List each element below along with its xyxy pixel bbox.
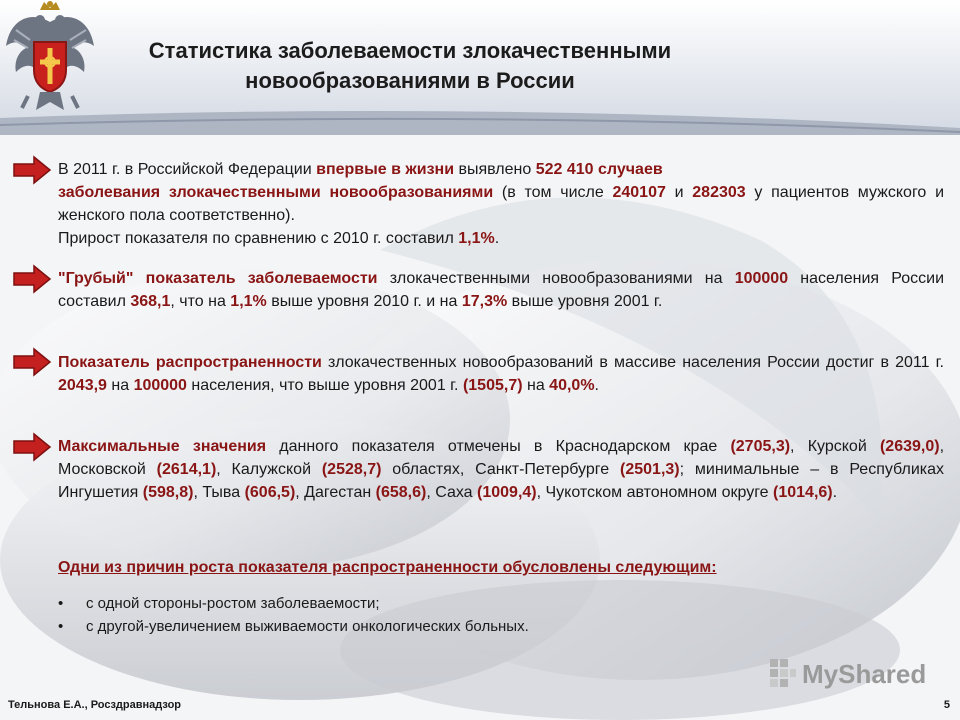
text-segment: областях, Санкт-Петербурге [381,461,621,478]
paragraph-regional-values [58,435,944,504]
title-line-1: Статистика заболеваемости злокачественными [148,38,672,63]
value-chukotka: (1014,6) [773,484,833,501]
red-arrow-icon [12,264,52,294]
highlight-male-count: 240107 [612,184,666,201]
page-number: 5 [943,699,950,711]
text-segment: злокачественных новообразований в массиве населения России достиг в 2011 г. [321,354,944,371]
text-segment: . [494,230,500,247]
highlight-crude-rate: "Грубый" показатель заболеваемости [58,270,378,287]
paragraph-prevalence [58,351,944,397]
text-segment: В 2011 г. в Российской Федерации [58,161,317,178]
text-segment: , Дагестан [295,484,376,501]
roszdravnadzor-emblem-icon [0,0,100,122]
reasons-list [58,592,938,638]
highlight-case-count: 522 410 случаев [535,161,663,178]
paragraph-incidence-2011 [58,158,944,250]
highlight-malignant-neoplasms: заболевания злокачественными новообразованиями [58,184,494,201]
highlight-per-100000: 100000 [133,377,187,394]
highlight-prevalence: Показатель распространенности [58,354,322,371]
list-item: • с одной стороны-ростом заболеваемости; [58,592,938,615]
text-segment: , Московской [58,438,945,478]
text-segment: данного показателя отмечены в Краснодарском крае [266,438,731,455]
text-segment: у пациентов мужского и женского пола соответственно). [58,184,945,224]
text-segment: , Калужской [216,461,322,478]
text-segment: и [665,184,693,201]
highlight-rate-vs-2010: 1,1% [230,293,267,310]
value-krasnodar: (2705,3) [730,438,791,455]
highlight-prevalence-growth: 40,0% [549,377,595,394]
value-tyva: (606,5) [244,484,296,501]
value-sakha: (1009,4) [477,484,537,501]
paragraph-crude-rate [58,267,944,313]
header-band [0,0,960,135]
highlight-growth-rate: 1,1% [458,230,495,247]
value-kursk: (2639,0) [879,438,940,455]
footer-author: Тельнова Е.А., Росздравнадзор [8,699,182,711]
text-segment: населения России составил [58,270,945,310]
value-dagestan: (658,6) [375,484,427,501]
text-segment: населения, что выше уровня 2001 г. [186,377,463,394]
text-segment: . [832,484,838,501]
red-arrow-icon [12,432,52,462]
text-segment: . [594,377,599,394]
text-segment: (в том числе [493,184,613,201]
value-saint-petersburg: (2501,3) [620,461,680,478]
text-segment: выявлено [454,161,536,178]
red-arrow-icon [12,347,52,377]
title-line-2: новообразованиями в России [245,68,575,93]
value-moscow-oblast: (2614,1) [156,461,217,478]
highlight-prevalence-2011: 2043,9 [58,377,107,394]
text-segment: выше уровня 2010 г. и на [266,293,462,310]
myshared-logo-icon [768,657,798,691]
red-arrow-icon [12,155,52,185]
value-ingushetia: (598,8) [142,484,194,501]
highlight-per-100000: 100000 [734,270,789,287]
text-segment: , что на [170,293,231,310]
watermark-text: MyShared [802,659,927,689]
highlight-rate-vs-2001: 17,3% [461,293,508,310]
text-segment: , Чукотском автономном округе [536,484,774,501]
text-segment: Прирост показателя по сравнению с 2010 г. составил [58,230,459,247]
highlight-rate-value: 368,1 [130,293,171,310]
text-segment: , Курской [790,438,880,455]
text-segment: злокачественными новообразованиями на [377,270,735,287]
value-kaluga: (2528,7) [321,461,382,478]
highlight-female-count: 282303 [692,184,746,201]
list-item: • с другой-увеличением выживаемости онкологических больных. [58,615,938,638]
myshared-watermark [768,655,938,695]
text-segment: выше уровня 2001 г. [507,293,663,310]
reasons-heading: Одни из причин роста показателя распространенности обусловлены следующим: [58,559,717,576]
text-segment: , Тыва [193,484,245,501]
page-title [40,36,780,96]
text-segment: , Саха [426,484,478,501]
text-segment: на [106,377,134,394]
text-segment: ; минимальные – в Республиках Ингушетия [58,461,945,501]
highlight-max-values: Максимальные значения [58,438,267,455]
highlight-prevalence-2001: (1505,7) [462,377,523,394]
text-segment: на [522,377,550,394]
highlight-first-time: впервые в жизни [316,161,455,178]
